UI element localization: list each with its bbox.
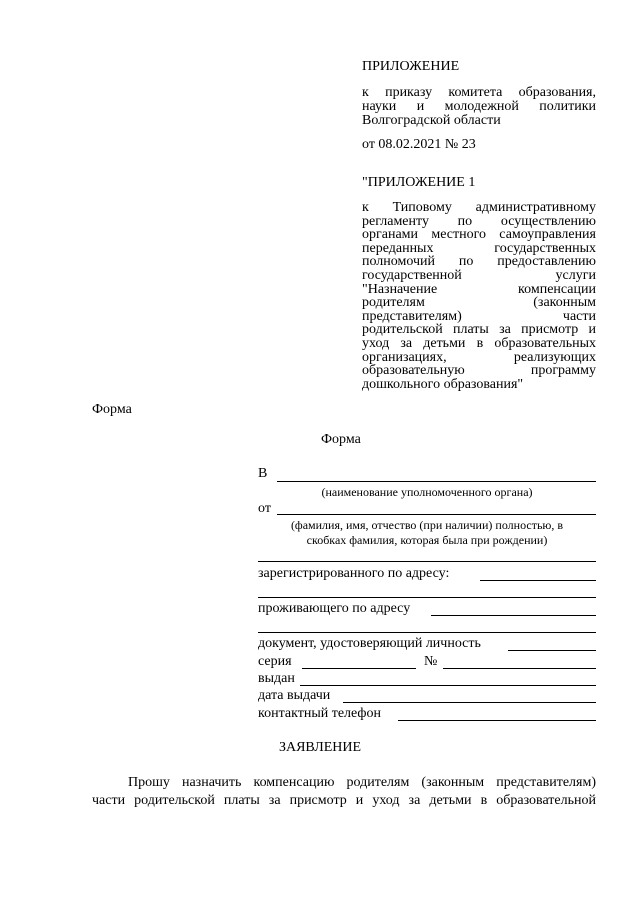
living-address-line2[interactable]: [258, 632, 596, 633]
appendix1-line: родителям (законным: [362, 295, 596, 311]
phone-line[interactable]: [398, 720, 596, 721]
appendix1-line: представителям) части: [362, 308, 596, 324]
applicant-hint-line1: (фамилия, имя, отчество (при наличии) полностью, в: [290, 518, 564, 532]
appendix1-line: образовательную программу: [362, 363, 596, 379]
appendix-title: ПРИЛОЖЕНИЕ: [362, 59, 460, 74]
series-label: серия: [258, 654, 292, 669]
statement-line: Прошу назначить компенсацию родителям (законным представителям): [128, 775, 596, 790]
to-label: В: [258, 466, 268, 481]
appendix1-line: органами местного самоуправления: [362, 227, 596, 243]
appendix1-block: [362, 201, 596, 391]
applicant-hint-line2: скобках фамилия, которая была при рождении): [306, 533, 548, 547]
appendix1-line: уход за детьми в образовательных: [362, 335, 596, 351]
appendix1-line: регламенту по осуществлению: [362, 213, 596, 229]
registered-address-label: зарегистрированного по адресу:: [258, 566, 450, 581]
applicant-extra-line[interactable]: [258, 561, 596, 562]
number-label: №: [424, 654, 438, 669]
appendix1-line: дошкольного образования": [362, 376, 524, 392]
appendix1-line: к Типовому административному: [362, 200, 596, 215]
statement-line: части родительской платы за присмотр и уход за детьми в образовательной: [92, 793, 596, 808]
appendix-order-line: науки и молодежной политики: [362, 99, 596, 114]
number-line[interactable]: [443, 668, 596, 669]
registered-address-line[interactable]: [480, 580, 596, 581]
appendix-order-block: [362, 86, 596, 128]
forma-label-center: Форма: [321, 432, 361, 447]
registered-address-line2[interactable]: [258, 597, 596, 598]
document-line[interactable]: [508, 650, 596, 651]
issue-date-line[interactable]: [343, 702, 596, 703]
appendix1-line: организациях, реализующих: [362, 349, 596, 365]
issue-date-label: дата выдачи: [258, 688, 331, 703]
living-address-line[interactable]: [431, 615, 596, 616]
issued-line[interactable]: [300, 685, 596, 686]
series-line[interactable]: [302, 668, 416, 669]
phone-label: контактный телефон: [258, 706, 381, 721]
appendix1-line: "Назначение компенсации: [362, 281, 596, 297]
appendix-order-line: Волгоградской области: [362, 113, 501, 128]
from-label: от: [258, 501, 271, 516]
appendix1-line: переданных государственных: [362, 240, 596, 256]
appendix1-line: государственной услуги: [362, 267, 596, 283]
issued-label: выдан: [258, 671, 295, 686]
applicant-name-line[interactable]: [277, 514, 596, 515]
appendix1-title: "ПРИЛОЖЕНИЕ 1: [362, 175, 476, 190]
appendix-date-number: от 08.02.2021 № 23: [362, 137, 476, 152]
appendix1-line: полномочий по предоставлению: [362, 254, 596, 270]
authority-hint: (наименование уполномоченного органа): [321, 485, 533, 499]
document-label: документ, удостоверяющий личность: [258, 636, 481, 651]
appendix-order-line: к приказу комитета образования,: [362, 85, 596, 100]
authority-line[interactable]: [277, 481, 596, 482]
living-address-label: проживающего по адресу: [258, 601, 411, 616]
statement-title: ЗАЯВЛЕНИЕ: [278, 740, 362, 755]
appendix1-line: родительской платы за присмотр и: [362, 322, 596, 338]
forma-label-left: Форма: [92, 402, 132, 417]
statement-body: [92, 776, 596, 808]
